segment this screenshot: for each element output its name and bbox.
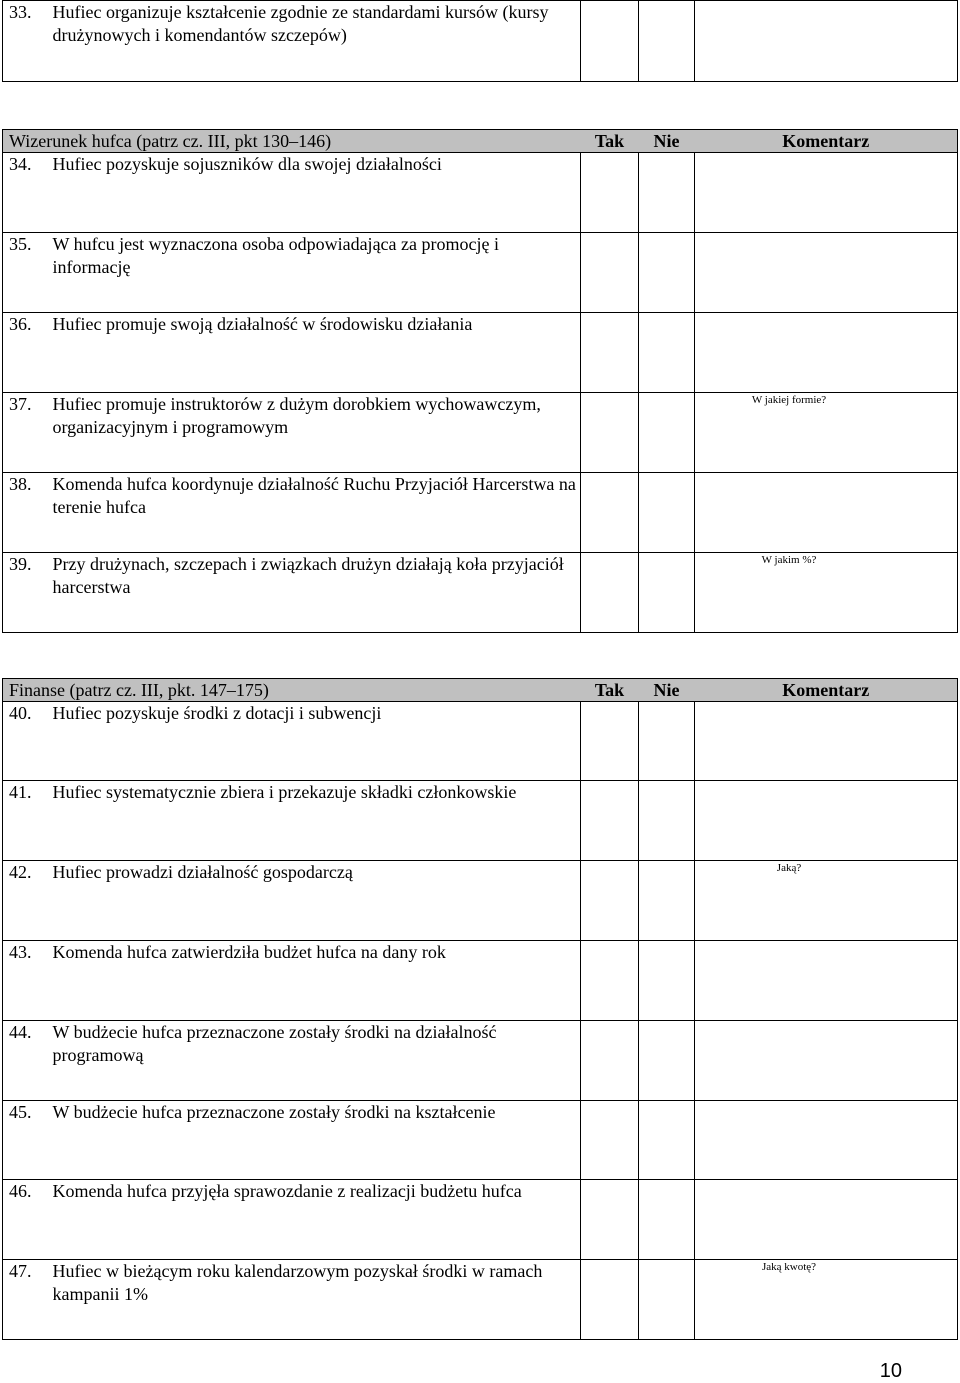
komentarz-cell[interactable] [695, 553, 958, 633]
comment-hint: W jakim %? [761, 554, 817, 566]
table-row [3, 1180, 958, 1260]
row-number: 42. [3, 861, 49, 941]
row-number: 38. [3, 473, 49, 553]
tak-cell[interactable] [581, 1180, 639, 1260]
row-number: 46. [3, 1180, 49, 1260]
komentarz-cell[interactable] [695, 1021, 958, 1101]
row-text: Hufiec systematycznie zbiera i przekazuje składki członkowskie [49, 781, 581, 861]
row-text: Komenda hufca koordynuje działalność Ruchu Przyjaciół Harcerstwa na terenie hufca [49, 473, 581, 553]
col-komentarz-header: Komentarz [695, 679, 958, 702]
row-number: 44. [3, 1021, 49, 1101]
nie-cell[interactable] [639, 1021, 695, 1101]
tak-cell[interactable] [581, 313, 639, 393]
nie-cell[interactable] [639, 702, 695, 781]
tak-cell[interactable] [581, 1, 639, 82]
tak-cell[interactable] [581, 553, 639, 633]
tak-cell[interactable] [581, 473, 639, 553]
nie-cell[interactable] [639, 1180, 695, 1260]
section-header [3, 130, 958, 153]
row-number: 45. [3, 1101, 49, 1180]
komentarz-cell[interactable] [695, 1, 958, 82]
row-text: Hufiec promuje swoją działalność w środowisku działania [49, 313, 581, 393]
nie-cell[interactable] [639, 473, 695, 553]
table-row [3, 1101, 958, 1180]
row-text: W hufcu jest wyznaczona osoba odpowiadająca za promocję i informację [49, 233, 581, 313]
col-nie-header: Nie [639, 130, 695, 153]
nie-cell[interactable] [639, 393, 695, 473]
komentarz-cell[interactable] [695, 153, 958, 233]
nie-cell[interactable] [639, 781, 695, 861]
row-text: Komenda hufca przyjęła sprawozdanie z realizacji budżetu hufca [49, 1180, 581, 1260]
comment-hint: W jakiej formie? [751, 394, 827, 406]
table-row [3, 313, 958, 393]
komentarz-cell[interactable] [695, 781, 958, 861]
section-title: Wizerunek hufca (patrz cz. III, pkt 130–146) [3, 130, 581, 153]
comment-hint: Jaką? [776, 862, 802, 874]
komentarz-cell[interactable] [695, 702, 958, 781]
table-training [2, 0, 958, 82]
row-text: Hufiec promuje instruktorów z dużym dorobkiem wychowawczym, organizacyjnym i programowym [49, 393, 581, 473]
row-text: W budżecie hufca przeznaczone zostały środki na kształcenie [49, 1101, 581, 1180]
tak-cell[interactable] [581, 393, 639, 473]
table-row [3, 861, 958, 941]
row-text: Hufiec organizuje kształcenie zgodnie ze standardami kursów (kursy drużynowych i komendantów szczepów) [49, 1, 581, 82]
nie-cell[interactable] [639, 1260, 695, 1340]
komentarz-cell[interactable] [695, 473, 958, 553]
row-number: 41. [3, 781, 49, 861]
nie-cell[interactable] [639, 153, 695, 233]
nie-cell[interactable] [639, 941, 695, 1021]
nie-cell[interactable] [639, 313, 695, 393]
tak-cell[interactable] [581, 781, 639, 861]
table-row [3, 1021, 958, 1101]
komentarz-cell[interactable] [695, 233, 958, 313]
row-text: W budżecie hufca przeznaczone zostały środki na działalność programową [49, 1021, 581, 1101]
komentarz-cell[interactable] [695, 393, 958, 473]
komentarz-cell[interactable] [695, 313, 958, 393]
table-row [3, 393, 958, 473]
col-tak-header: Tak [581, 130, 639, 153]
row-text: Komenda hufca zatwierdziła budżet hufca na dany rok [49, 941, 581, 1021]
row-number: 36. [3, 313, 49, 393]
table-row [3, 1260, 958, 1340]
row-text: Hufiec pozyskuje środki z dotacji i subwencji [49, 702, 581, 781]
row-text: Przy drużynach, szczepach i związkach drużyn działają koła przyjaciół harcerstwa [49, 553, 581, 633]
tak-cell[interactable] [581, 233, 639, 313]
table-row [3, 553, 958, 633]
komentarz-cell[interactable] [695, 1180, 958, 1260]
page-number: 10 [879, 1360, 902, 1382]
row-number: 33. [3, 1, 49, 82]
tak-cell[interactable] [581, 153, 639, 233]
table-row [3, 233, 958, 313]
table-row [3, 941, 958, 1021]
table-row [3, 781, 958, 861]
table-row [3, 473, 958, 553]
table-row [3, 1, 958, 82]
row-text: Hufiec pozyskuje sojuszników dla swojej działalności [49, 153, 581, 233]
row-number: 35. [3, 233, 49, 313]
row-number: 37. [3, 393, 49, 473]
section-title: Finanse (patrz cz. III, pkt. 147–175) [3, 679, 581, 702]
row-number: 39. [3, 553, 49, 633]
tak-cell[interactable] [581, 702, 639, 781]
tak-cell[interactable] [581, 1260, 639, 1340]
komentarz-cell[interactable] [695, 861, 958, 941]
tak-cell[interactable] [581, 861, 639, 941]
nie-cell[interactable] [639, 233, 695, 313]
komentarz-cell[interactable] [695, 1101, 958, 1180]
nie-cell[interactable] [639, 1101, 695, 1180]
komentarz-cell[interactable] [695, 1260, 958, 1340]
nie-cell[interactable] [639, 861, 695, 941]
col-tak-header: Tak [581, 679, 639, 702]
table-row [3, 702, 958, 781]
comment-hint: Jaką kwotę? [761, 1261, 817, 1273]
col-komentarz-header: Komentarz [695, 130, 958, 153]
nie-cell[interactable] [639, 1, 695, 82]
row-text: Hufiec w bieżącym roku kalendarzowym pozyskał środki w ramach kampanii 1% [49, 1260, 581, 1340]
row-number: 34. [3, 153, 49, 233]
section-header [3, 679, 958, 702]
col-nie-header: Nie [639, 679, 695, 702]
table-row [3, 153, 958, 233]
table-finanse [2, 678, 958, 1340]
row-number: 47. [3, 1260, 49, 1340]
row-number: 40. [3, 702, 49, 781]
tak-cell[interactable] [581, 1101, 639, 1180]
table-wizerunek [2, 129, 958, 633]
tak-cell[interactable] [581, 1021, 639, 1101]
nie-cell[interactable] [639, 553, 695, 633]
row-number: 43. [3, 941, 49, 1021]
tak-cell[interactable] [581, 941, 639, 1021]
komentarz-cell[interactable] [695, 941, 958, 1021]
row-text: Hufiec prowadzi działalność gospodarczą [49, 861, 581, 941]
